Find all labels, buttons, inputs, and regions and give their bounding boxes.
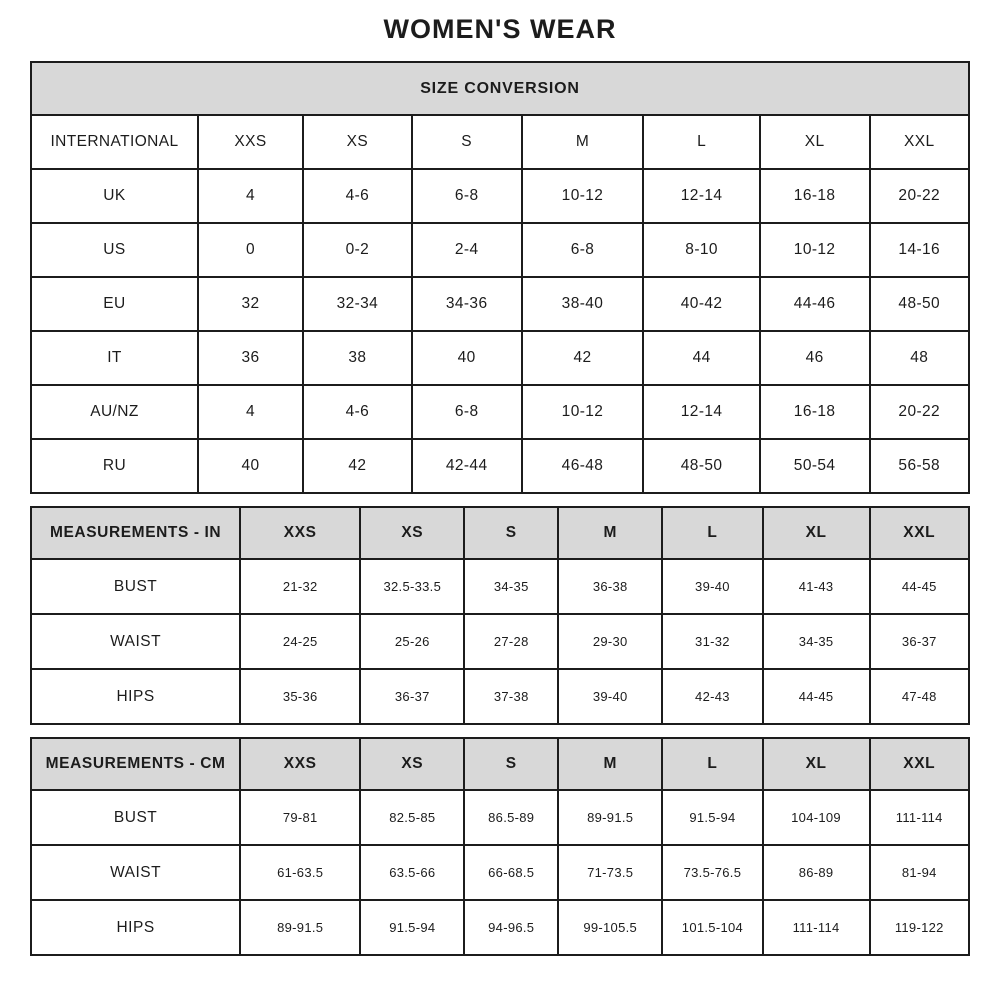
cell: 48-50 [870, 277, 970, 331]
measurements-in-table [30, 506, 970, 725]
cell: 38-40 [522, 277, 644, 331]
cell: 6-8 [522, 223, 644, 277]
cell: 46 [760, 331, 870, 385]
row-label-header: MEASUREMENTS - CM [31, 738, 240, 790]
cell: 71-73.5 [558, 845, 662, 900]
row-label: BUST [31, 790, 240, 845]
table-row [31, 559, 969, 614]
cell: 89-91.5 [240, 900, 360, 955]
row-label: EU [31, 277, 198, 331]
header-row [31, 115, 969, 169]
cell: 4 [198, 385, 303, 439]
column-header: M [558, 507, 662, 559]
cell: 79-81 [240, 790, 360, 845]
cell: 91.5-94 [360, 900, 464, 955]
cell: 40 [412, 331, 522, 385]
column-header: XL [763, 507, 870, 559]
row-label: BUST [31, 559, 240, 614]
cell: 36 [198, 331, 303, 385]
cell: 91.5-94 [662, 790, 762, 845]
cell: 25-26 [360, 614, 464, 669]
table-row [31, 614, 969, 669]
cell: 0-2 [303, 223, 412, 277]
column-header: L [662, 738, 762, 790]
cell: 104-109 [763, 790, 870, 845]
header-row [31, 507, 969, 559]
cell: 47-48 [870, 669, 969, 724]
table-row [31, 385, 969, 439]
cell: 86-89 [763, 845, 870, 900]
cell: 86.5-89 [464, 790, 558, 845]
cell: 4-6 [303, 385, 412, 439]
column-header: S [464, 507, 558, 559]
cell: 38 [303, 331, 412, 385]
cell: 20-22 [870, 169, 970, 223]
column-header: M [522, 115, 644, 169]
cell: 111-114 [870, 790, 969, 845]
column-header: XS [360, 507, 464, 559]
cell: 2-4 [412, 223, 522, 277]
cell: 21-32 [240, 559, 360, 614]
cell: 12-14 [643, 169, 759, 223]
cell: 34-36 [412, 277, 522, 331]
cell: 32 [198, 277, 303, 331]
size-conversion-table [30, 61, 970, 494]
cell: 101.5-104 [662, 900, 762, 955]
measurements-cm-table [30, 737, 970, 956]
table-row [31, 845, 969, 900]
cell: 10-12 [522, 169, 644, 223]
cell: 48 [870, 331, 970, 385]
cell: 44-45 [870, 559, 969, 614]
column-header: XXS [198, 115, 303, 169]
cell: 10-12 [760, 223, 870, 277]
cell: 36-38 [558, 559, 662, 614]
cell: 46-48 [522, 439, 644, 493]
cell: 12-14 [643, 385, 759, 439]
cell: 20-22 [870, 385, 970, 439]
cell: 4-6 [303, 169, 412, 223]
row-label: WAIST [31, 845, 240, 900]
cell: 82.5-85 [360, 790, 464, 845]
cell: 24-25 [240, 614, 360, 669]
column-header: XL [763, 738, 870, 790]
row-label: RU [31, 439, 198, 493]
cell: 34-35 [464, 559, 558, 614]
cell: 39-40 [662, 559, 762, 614]
cell: 32-34 [303, 277, 412, 331]
cell: 10-12 [522, 385, 644, 439]
cell: 111-114 [763, 900, 870, 955]
cell: 40-42 [643, 277, 759, 331]
cell: 42-44 [412, 439, 522, 493]
size-conversion-banner: SIZE CONVERSION [31, 62, 969, 115]
cell: 42 [303, 439, 412, 493]
cell: 63.5-66 [360, 845, 464, 900]
row-label-header: INTERNATIONAL [31, 115, 198, 169]
row-label: WAIST [31, 614, 240, 669]
column-header: S [464, 738, 558, 790]
cell: 35-36 [240, 669, 360, 724]
size-chart-page [30, 0, 970, 956]
table-row [31, 669, 969, 724]
cell: 4 [198, 169, 303, 223]
cell: 16-18 [760, 385, 870, 439]
column-header: XXS [240, 738, 360, 790]
column-header: XXL [870, 507, 969, 559]
cell: 6-8 [412, 385, 522, 439]
header-row [31, 738, 969, 790]
cell: 89-91.5 [558, 790, 662, 845]
cell: 0 [198, 223, 303, 277]
cell: 41-43 [763, 559, 870, 614]
table-row [31, 169, 969, 223]
cell: 16-18 [760, 169, 870, 223]
cell: 31-32 [662, 614, 762, 669]
column-header: XS [360, 738, 464, 790]
cell: 44-45 [763, 669, 870, 724]
cell: 73.5-76.5 [662, 845, 762, 900]
cell: 8-10 [643, 223, 759, 277]
column-header: L [643, 115, 759, 169]
column-header: XXL [870, 738, 969, 790]
cell: 44-46 [760, 277, 870, 331]
row-label: AU/NZ [31, 385, 198, 439]
cell: 14-16 [870, 223, 970, 277]
cell: 42 [522, 331, 644, 385]
cell: 37-38 [464, 669, 558, 724]
table-row [31, 439, 969, 493]
cell: 6-8 [412, 169, 522, 223]
page-title: WOMEN'S WEAR [383, 14, 617, 44]
column-header: L [662, 507, 762, 559]
cell: 34-35 [763, 614, 870, 669]
cell: 27-28 [464, 614, 558, 669]
cell: 36-37 [360, 669, 464, 724]
column-header: XL [760, 115, 870, 169]
cell: 42-43 [662, 669, 762, 724]
column-header: XS [303, 115, 412, 169]
cell: 56-58 [870, 439, 970, 493]
row-label: US [31, 223, 198, 277]
cell: 29-30 [558, 614, 662, 669]
row-label: IT [31, 331, 198, 385]
cell: 61-63.5 [240, 845, 360, 900]
column-header: S [412, 115, 522, 169]
table-row [31, 277, 969, 331]
column-header: M [558, 738, 662, 790]
cell: 44 [643, 331, 759, 385]
table-row [31, 331, 969, 385]
banner-row [31, 62, 969, 115]
cell: 32.5-33.5 [360, 559, 464, 614]
row-label: UK [31, 169, 198, 223]
table-row [31, 790, 969, 845]
table-row [31, 223, 969, 277]
column-header: XXS [240, 507, 360, 559]
row-label-header: MEASUREMENTS - IN [31, 507, 240, 559]
cell: 36-37 [870, 614, 969, 669]
cell: 81-94 [870, 845, 969, 900]
row-label: HIPS [31, 669, 240, 724]
table-row [31, 900, 969, 955]
cell: 40 [198, 439, 303, 493]
row-label: HIPS [31, 900, 240, 955]
column-header: XXL [870, 115, 970, 169]
cell: 39-40 [558, 669, 662, 724]
cell: 99-105.5 [558, 900, 662, 955]
cell: 119-122 [870, 900, 969, 955]
cell: 94-96.5 [464, 900, 558, 955]
cell: 48-50 [643, 439, 759, 493]
cell: 50-54 [760, 439, 870, 493]
cell: 66-68.5 [464, 845, 558, 900]
